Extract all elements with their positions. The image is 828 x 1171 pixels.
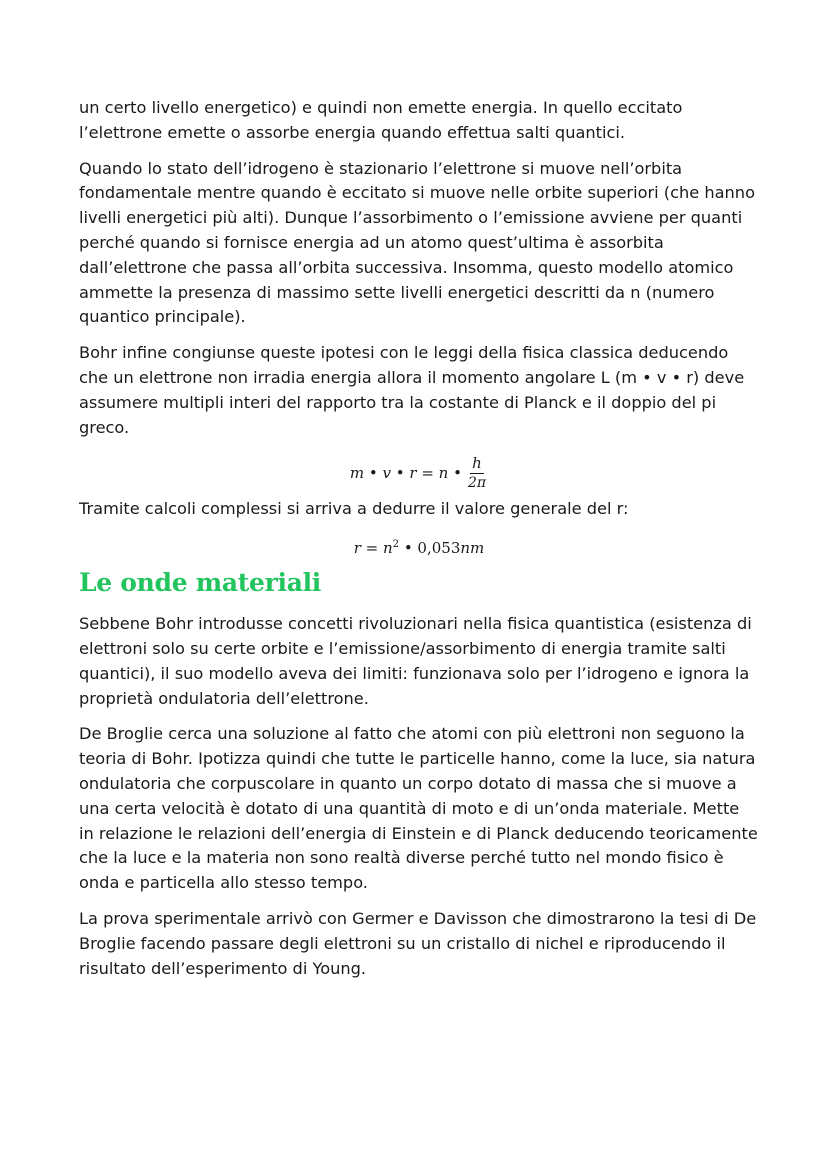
paragraph-experimental-proof: La prova sperimentale arrivò con Germer e Davisson che dimostrarono la tesi di De Broglie facendo passare degli elettroni su un cristallo di nichel e riproducendo il risultato dell’esperimento di Young. <box>79 908 757 978</box>
radius-formula-unit: nm <box>460 539 485 558</box>
radius-formula-prefix: r = n <box>353 539 393 558</box>
paragraph-excited-state: un certo livello energetico) e quindi non emette energia. In quello eccitato l’elettrone emette o assorbe energia quando effettua salti quantici. <box>79 98 683 142</box>
radius-formula-exponent: 2 <box>392 539 400 551</box>
document-page <box>79 96 759 992</box>
angular-momentum-formula <box>79 451 759 495</box>
paragraph-radius-intro: Tramite calcoli complessi si arriva a dedurre il valore generale del r: <box>79 499 629 519</box>
paragraph-angular-momentum: Bohr infine congiunse queste ipotesi con le leggi della fisica classica deducendo che un elettrone non irradia energia allora il momento angolare L (m • v • r) deve assumere multipli interi del rapporto tra la costante di Planck e il doppio del pi greco. <box>79 343 745 437</box>
fraction-denominator: 2π <box>467 474 487 491</box>
fraction-numerator: h <box>472 453 482 472</box>
radius-formula <box>79 533 759 560</box>
formula-fraction <box>466 454 488 493</box>
radius-formula-middle: • 0,053 <box>399 539 461 558</box>
paragraph-bohr-limits: Sebbene Bohr introdusse concetti rivoluzionari nella fisica quantistica (esistenza di elettroni solo su certe orbite e l’emissione/assorbimento di energia tramite salti quantici), il suo modello aveva dei limiti: funzionava solo per l’idrogeno e ignora la proprietà ondulatoria dell’elettrone. <box>79 614 752 708</box>
formula-lhs: m • v • r = n • <box>349 463 462 482</box>
paragraph-hydrogen-orbits: Quando lo stato dell’idrogeno è stazionario l’elettrone si muove nell’orbita fondamentale mentre quando è eccitato si muove nelle orbite superiori (che hanno livelli energetici più alti). Dunque l’assorbimento o l’emissione avviene per quanti perché quando si fornisce energia ad un atomo quest’ultima è assorbita dall’elettrone che passa all’orbita successiva. Insomma, questo modello atomico ammette la presenza di massimo sette livelli energetici descritti da n (numero quantico principale). <box>79 158 755 327</box>
section-heading: Le onde materiali <box>79 568 321 598</box>
paragraph-de-broglie: De Broglie cerca una soluzione al fatto che atomi con più elettroni non seguono la teoria di Bohr. Ipotizza quindi che tutte le particelle hanno, come la luce, sia natura ondulatoria che corpuscolare in quanto un corpo dotato di massa che si muove a una certa velocità è dotato di una quantità di moto e di un’onda materiale. Mette in relazione le relazioni dell’energia di Einstein e di Planck deducendo teoricamente che la luce e la materia non sono realtà diverse perché tutto nel mondo fisico è onda e particella allo stesso tempo. <box>79 724 758 893</box>
